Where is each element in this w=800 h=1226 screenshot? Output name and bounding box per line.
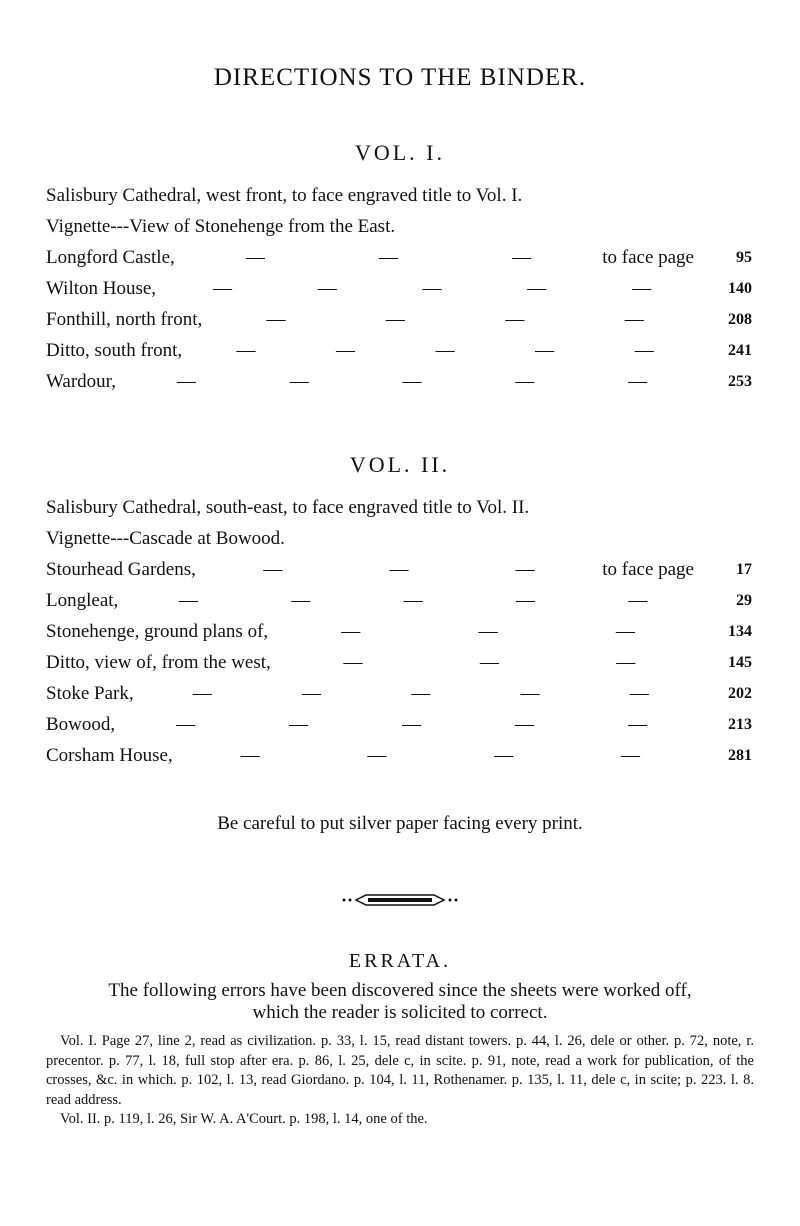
errata-vol-2: Vol. II. p. 119, l. 26, Sir W. A. A'Court. p. 198, l. 14, one of the. <box>60 1111 428 1127</box>
leader-dash: — <box>435 340 455 361</box>
leader-dash: — <box>176 371 196 392</box>
intro-line: Salisbury Cathedral, south-east, to face engraved title to Vol. II. <box>46 497 530 518</box>
plate-name: Ditto, south front, <box>46 340 183 361</box>
leader-dash: — <box>628 371 648 392</box>
intro-line: Vignette---Cascade at Bowood. <box>46 528 285 549</box>
plate-row <box>46 740 752 771</box>
leader-dash: — <box>245 247 265 268</box>
leader-dash: — <box>535 340 555 361</box>
leader-dash: — <box>515 559 535 580</box>
leader-dash: — <box>302 683 321 704</box>
leader-dash: — <box>389 559 409 580</box>
errata-intro <box>0 980 800 1024</box>
leader-dash: — <box>621 745 641 766</box>
page-number: 208 <box>728 311 752 328</box>
plate-row <box>46 335 752 366</box>
page-number: 241 <box>728 342 752 359</box>
plate-row <box>46 366 752 397</box>
leader-dashes <box>271 647 708 678</box>
plate-name: Fonthill, north front, <box>46 309 203 330</box>
plate-row <box>46 273 752 304</box>
leader-dashes <box>134 678 708 709</box>
leader-dashes <box>116 366 708 397</box>
plate-name: Stourhead Gardens, <box>46 559 196 580</box>
vol-2-list <box>46 492 752 771</box>
leader-dash: — <box>266 309 286 330</box>
plate-name: Longleat, <box>46 590 119 611</box>
leader-dashes <box>268 616 708 647</box>
leader-dash: — <box>367 745 387 766</box>
intro-line: Vignette---View of Stonehenge from the East. <box>46 216 396 237</box>
plate-name: Wilton House, <box>46 278 157 299</box>
page-number: 253 <box>728 373 752 390</box>
leader-dash: — <box>240 745 260 766</box>
errata-heading: ERRATA. <box>348 950 452 972</box>
leader-dash: — <box>479 652 499 673</box>
vol-2-heading: VOL. II. <box>349 452 451 477</box>
leader-dashes <box>156 273 708 304</box>
page-number: 140 <box>728 280 752 297</box>
leader-dash: — <box>402 714 422 735</box>
leader-dash: — <box>291 590 311 611</box>
leader-dash: — <box>411 683 431 704</box>
page-number: 145 <box>728 654 752 671</box>
plate-row <box>46 554 752 585</box>
vol-1-heading: VOL. I. <box>354 140 446 165</box>
leader-dash: — <box>628 714 648 735</box>
plate-row <box>46 709 752 740</box>
plate-name: Ditto, view of, from the west, <box>46 652 271 673</box>
ornament-divider <box>340 893 460 907</box>
leader-dash: — <box>378 247 398 268</box>
leader-dash: — <box>317 278 337 299</box>
plate-name: Bowood, <box>46 714 116 735</box>
leader-dash: — <box>236 340 256 361</box>
binder-note: Be careful to put silver paper facing every print. <box>217 813 583 834</box>
face-page-label: to face page <box>602 247 694 268</box>
leader-dash: — <box>403 590 423 611</box>
leader-dash: — <box>515 714 535 735</box>
face-page-label: to face page <box>602 559 694 580</box>
leader-dash: — <box>336 340 356 361</box>
errata-intro-line-1: The following errors have been discovered since the sheets were worked off, <box>108 980 692 1001</box>
leader-dashes <box>202 304 708 335</box>
plate-row <box>46 585 752 616</box>
page-number: 95 <box>736 249 752 266</box>
leader-dash: — <box>515 371 535 392</box>
leader-dashes <box>173 740 708 771</box>
leader-dash: — <box>512 247 532 268</box>
page-number: 281 <box>728 747 752 764</box>
leader-dash: — <box>527 278 547 299</box>
leader-dash: — <box>422 278 442 299</box>
leader-dash: — <box>505 309 525 330</box>
plate-row <box>46 616 752 647</box>
leader-dash: — <box>634 340 654 361</box>
page-title: DIRECTIONS TO THE BINDER. <box>213 64 587 91</box>
leader-dash: — <box>192 683 212 704</box>
plate-name: Stoke Park, <box>46 683 134 704</box>
leader-dash: — <box>628 590 648 611</box>
leader-dash: — <box>178 590 198 611</box>
leader-dash: — <box>289 371 309 392</box>
leader-dashes <box>182 335 708 366</box>
plate-row <box>46 678 752 709</box>
leader-dashes <box>115 709 708 740</box>
leader-dash: — <box>629 683 649 704</box>
leader-dash: — <box>289 714 309 735</box>
leader-dash: — <box>402 371 422 392</box>
leader-dash: — <box>494 745 514 766</box>
leader-dashes <box>175 242 602 273</box>
leader-dash: — <box>616 652 636 673</box>
page-number: 29 <box>736 592 752 609</box>
plate-name: Wardour, <box>46 371 116 392</box>
leader-dash: — <box>624 309 644 330</box>
vol-1-list <box>46 180 752 397</box>
plate-row <box>46 647 752 678</box>
page-number: 134 <box>728 623 752 640</box>
leader-dashes <box>196 554 602 585</box>
leader-dash: — <box>263 559 283 580</box>
errata-intro-line-2: which the reader is solicited to correct. <box>252 1002 548 1023</box>
page-number: 17 <box>736 561 752 578</box>
plate-row <box>46 304 752 335</box>
leader-dash: — <box>176 714 196 735</box>
plate-name: Stonehenge, ground plans of, <box>46 621 269 642</box>
plate-name: Longford Castle, <box>46 247 175 268</box>
errata-vol-1: Vol. I. Page 27, line 2, read as civilization. p. 33, l. 15, read distant towers. p. 44, l. 26, dele or other. p. 72, note, r. precentor. p. 77, l. 18, full stop after era. p. 86, l. 25, dele c, in scite. p. 91, note, read a work for publication, of the crosses, &c. in which. p. 102, l. 13, read Giordano. p. 104, l. 11, Rothenamer. p. 135, l. 11, dele c, in scite; p. 223. l. 8. read address. <box>46 1033 754 1108</box>
page-number: 202 <box>728 685 752 702</box>
leader-dash: — <box>515 590 535 611</box>
leader-dash: — <box>212 278 232 299</box>
errata-body <box>46 1032 754 1130</box>
leader-dash: — <box>343 652 363 673</box>
leader-dash: — <box>385 309 405 330</box>
page-number: 213 <box>728 716 752 733</box>
leader-dash: — <box>478 621 498 642</box>
leader-dash: — <box>615 621 635 642</box>
leader-dashes <box>118 585 708 616</box>
leader-dash: — <box>520 683 540 704</box>
leader-dash: — <box>341 621 361 642</box>
plate-row <box>46 242 752 273</box>
intro-line: Salisbury Cathedral, west front, to face engraved title to Vol. I. <box>46 185 523 206</box>
leader-dash: — <box>632 278 652 299</box>
plate-name: Corsham House, <box>46 745 173 766</box>
